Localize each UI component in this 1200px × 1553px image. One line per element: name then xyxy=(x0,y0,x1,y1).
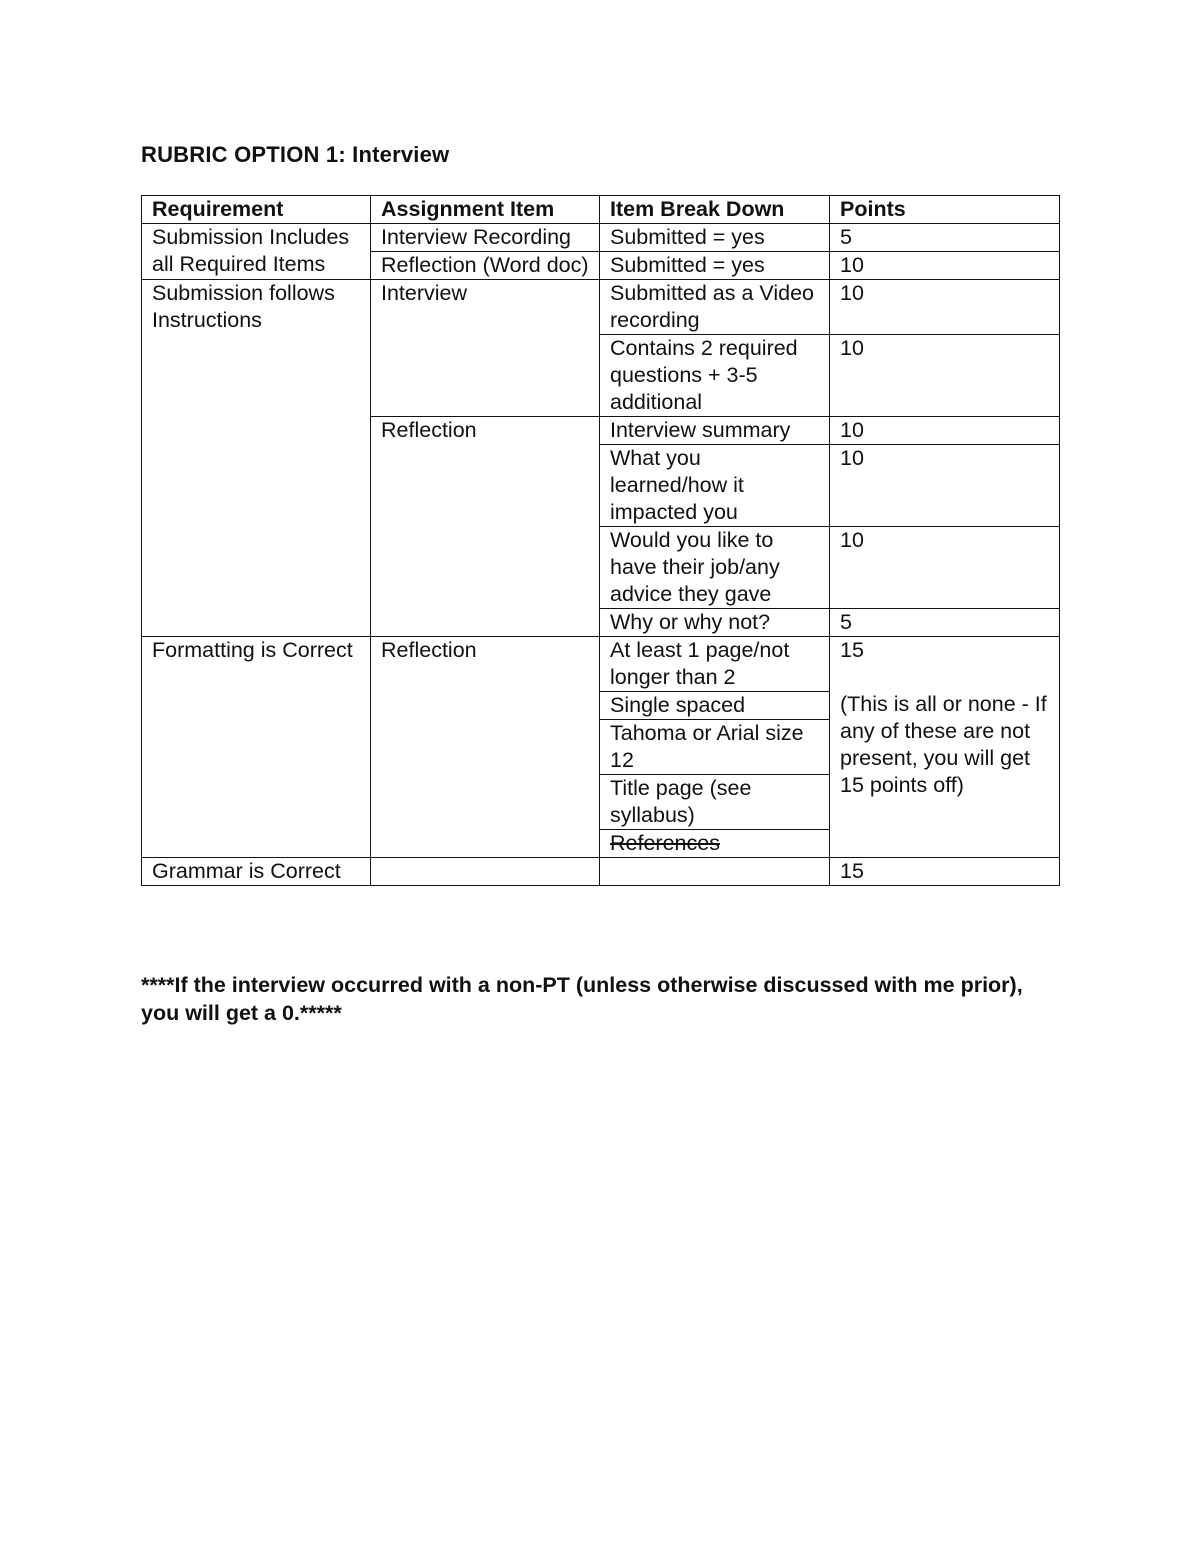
points-cell: 10 xyxy=(830,280,1060,335)
assignment-item-cell: Reflection (Word doc) xyxy=(371,252,600,280)
table-row xyxy=(142,224,1060,252)
assignment-item-cell: Interview Recording xyxy=(371,224,600,252)
header-points: Points xyxy=(830,196,1060,224)
break-down-cell xyxy=(600,858,830,886)
break-down-cell: Submitted as a Video recording xyxy=(600,280,830,335)
table-row xyxy=(142,858,1060,886)
points-cell: 5 xyxy=(830,224,1060,252)
points-cell: 10 xyxy=(830,527,1060,609)
break-down-cell: Why or why not? xyxy=(600,609,830,637)
points-cell: 10 xyxy=(830,417,1060,445)
points-cell: 10 xyxy=(830,252,1060,280)
break-down-cell: Tahoma or Arial size 12 xyxy=(600,720,830,775)
break-down-cell: Submitted = yes xyxy=(600,224,830,252)
break-down-cell: Title page (see syllabus) xyxy=(600,775,830,830)
break-down-cell: Interview summary xyxy=(600,417,830,445)
assignment-item-cell xyxy=(371,858,600,886)
break-down-cell: What you learned/how it impacted you xyxy=(600,445,830,527)
break-down-cell: Contains 2 required questions + 3-5 additional xyxy=(600,335,830,417)
break-down-cell: Would you like to have their job/any advice they gave xyxy=(600,527,830,609)
assignment-item-cell: Interview xyxy=(371,280,600,417)
points-cell: 15 xyxy=(830,858,1060,886)
rubric-table xyxy=(141,195,1060,886)
header-requirement: Requirement xyxy=(142,196,371,224)
header-item-break-down: Item Break Down xyxy=(600,196,830,224)
header-row xyxy=(142,196,1060,224)
points-cell xyxy=(830,637,1060,858)
points-note: (This is all or none - If any of these are not present, you will get 15 points off) xyxy=(840,692,1047,797)
break-down-cell: Single spaced xyxy=(600,692,830,720)
points-cell: 10 xyxy=(830,335,1060,417)
points-cell: 5 xyxy=(830,609,1060,637)
break-down-cell-struck: References xyxy=(600,830,830,858)
break-down-cell: Submitted = yes xyxy=(600,252,830,280)
table-row xyxy=(142,637,1060,692)
requirement-cell: Formatting is Correct xyxy=(142,637,371,858)
points-value: 15 xyxy=(840,638,864,662)
points-cell: 10 xyxy=(830,445,1060,527)
spacer xyxy=(840,664,1053,691)
warning-note: ****If the interview occurred with a non-PT (unless otherwise discussed with me prior), you will get a 0.***** xyxy=(141,973,1023,1025)
table-row xyxy=(142,280,1060,335)
requirement-cell: Submission follows Instructions xyxy=(142,280,371,637)
assignment-item-cell: Reflection xyxy=(371,417,600,637)
rubric-heading: RUBRIC OPTION 1: Interview xyxy=(141,142,450,167)
assignment-item-cell: Reflection xyxy=(371,637,600,858)
requirement-cell: Grammar is Correct xyxy=(142,858,371,886)
requirement-cell: Submission Includes all Required Items xyxy=(142,224,371,280)
break-down-cell: At least 1 page/not longer than 2 xyxy=(600,637,830,692)
header-assignment-item: Assignment Item xyxy=(371,196,600,224)
